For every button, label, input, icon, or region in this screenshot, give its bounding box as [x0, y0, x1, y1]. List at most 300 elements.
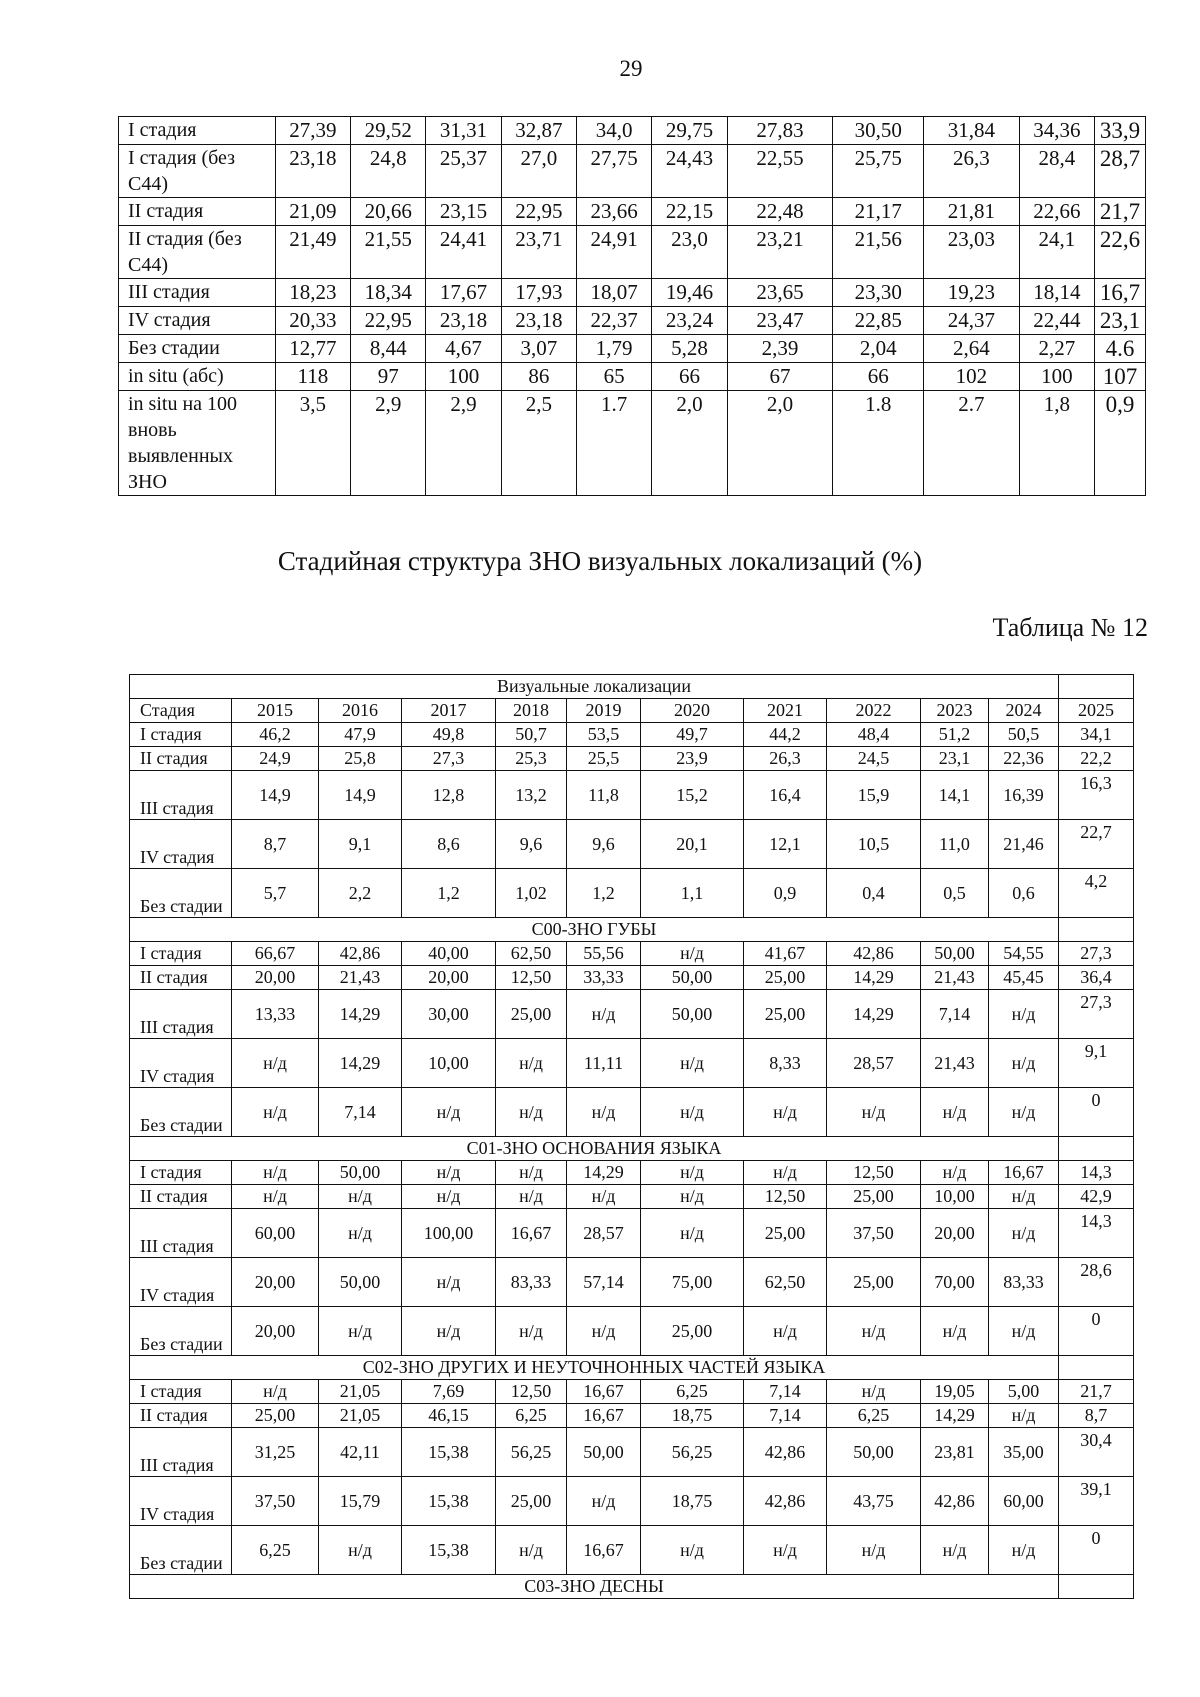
- row-label: III стадия: [130, 1428, 232, 1477]
- table-cell: 11,11: [567, 1039, 641, 1088]
- table-cell: 56,25: [641, 1428, 744, 1477]
- table-cell: 7,14: [744, 1380, 827, 1404]
- table-cell: н/д: [989, 990, 1059, 1039]
- table-cell: 14,29: [921, 1404, 989, 1428]
- table-row: [119, 279, 1146, 307]
- table-cell: н/д: [921, 1161, 989, 1185]
- year-header: 2018: [496, 699, 567, 723]
- table-row: [130, 1161, 1134, 1185]
- table-cell: 13,2: [496, 771, 567, 820]
- table-row: [130, 1380, 1134, 1404]
- table-cell: 23,03: [924, 226, 1020, 279]
- table-cell: 33,33: [567, 966, 641, 990]
- table-cell: 97: [351, 363, 426, 391]
- table-cell: 21,81: [924, 198, 1020, 226]
- row-label: IV стадия: [130, 1039, 232, 1088]
- table-cell: 21,7: [1095, 198, 1146, 226]
- table-cell: 23,47: [727, 307, 833, 335]
- table-cell: 50,00: [921, 942, 989, 966]
- table-cell: н/д: [319, 1526, 402, 1575]
- row-label: I стадия (без С44): [119, 145, 276, 198]
- table-cell: н/д: [232, 1185, 319, 1209]
- table-row: [130, 1039, 1134, 1088]
- table-cell: 4,2: [1059, 869, 1134, 918]
- table-cell: 27,0: [501, 145, 576, 198]
- table-cell: 8,33: [744, 1039, 827, 1088]
- section-title: С03-ЗНО ДЕСНЫ: [130, 1575, 1059, 1599]
- table-cell: 42,11: [319, 1428, 402, 1477]
- table-cell: 9,6: [567, 820, 641, 869]
- table-row: [130, 942, 1134, 966]
- table-title: Визуальные локализации: [130, 675, 1059, 699]
- table-cell: 2,9: [426, 391, 501, 496]
- row-label: IV стадия: [130, 820, 232, 869]
- table-cell: 2,2: [319, 869, 402, 918]
- table-cell: 86: [501, 363, 576, 391]
- table-cell: 20,00: [232, 966, 319, 990]
- table-cell: 24,91: [576, 226, 651, 279]
- table-cell: 15,79: [319, 1477, 402, 1526]
- table-cell: н/д: [402, 1161, 496, 1185]
- table-cell: 0: [1059, 1088, 1134, 1137]
- table-cell: 83,33: [496, 1258, 567, 1307]
- table-cell: 26,3: [744, 747, 827, 771]
- table-cell: н/д: [567, 1185, 641, 1209]
- table-cell: 16,39: [989, 771, 1059, 820]
- table-row: [130, 1428, 1134, 1477]
- table-cell: 39,1: [1059, 1477, 1134, 1526]
- table-cell: 21,05: [319, 1380, 402, 1404]
- table-cell: н/д: [402, 1258, 496, 1307]
- table-cell: 12,77: [275, 335, 350, 363]
- table-cell: 23,9: [641, 747, 744, 771]
- table-cell: 62,50: [744, 1258, 827, 1307]
- table-cell: 50,00: [319, 1258, 402, 1307]
- table-cell: 8,7: [1059, 1404, 1134, 1428]
- table-cell: 7,69: [402, 1380, 496, 1404]
- table-row: [130, 1209, 1134, 1258]
- table-cell: 23,71: [501, 226, 576, 279]
- table-cell: 5,00: [989, 1380, 1059, 1404]
- table-cell: 2,39: [727, 335, 833, 363]
- section-title: С00-ЗНО ГУБЫ: [130, 918, 1059, 942]
- table-cell: 53,5: [567, 723, 641, 747]
- row-label: II стадия (без С44): [119, 226, 276, 279]
- table-row: [130, 1404, 1134, 1428]
- table-cell: 5,7: [232, 869, 319, 918]
- table-cell: 28,57: [567, 1209, 641, 1258]
- table-cell: 23,18: [426, 307, 501, 335]
- table-cell: н/д: [402, 1185, 496, 1209]
- table-cell: 46,2: [232, 723, 319, 747]
- table-cell: 21,55: [351, 226, 426, 279]
- table-cell: 33,9: [1095, 117, 1146, 145]
- table-cell: 8,6: [402, 820, 496, 869]
- table-row: [130, 1307, 1134, 1356]
- table-row: [130, 820, 1134, 869]
- row-label: II стадия: [130, 1404, 232, 1428]
- table-cell: 23,81: [921, 1428, 989, 1477]
- table-cell: 32,87: [501, 117, 576, 145]
- stage-header: Стадия: [130, 699, 232, 723]
- row-label: II стадия: [130, 966, 232, 990]
- table-cell: 23,0: [652, 226, 727, 279]
- table-cell: 25,00: [827, 1258, 921, 1307]
- table-cell: 21,56: [833, 226, 924, 279]
- table-cell: 1,79: [576, 335, 651, 363]
- year-header: 2022: [827, 699, 921, 723]
- year-header: 2021: [744, 699, 827, 723]
- table-cell: 42,86: [319, 942, 402, 966]
- table-cell: 18,34: [351, 279, 426, 307]
- table-cell: 2.7: [924, 391, 1020, 496]
- table-cell: 70,00: [921, 1258, 989, 1307]
- table-cell: 23,21: [727, 226, 833, 279]
- year-header: 2024: [989, 699, 1059, 723]
- table-row: [119, 145, 1146, 198]
- table-row: [119, 335, 1146, 363]
- table-cell: 18,75: [641, 1404, 744, 1428]
- table-cell: 0,4: [827, 869, 921, 918]
- table-cell: н/д: [402, 1088, 496, 1137]
- table-cell: 16,67: [567, 1526, 641, 1575]
- table-caption: Стадийная структура ЗНО визуальных локализаций (%): [277, 546, 923, 576]
- table-cell: 20,33: [275, 307, 350, 335]
- table-cell: 24,9: [232, 747, 319, 771]
- table-cell: 23,1: [1095, 307, 1146, 335]
- table-cell: 23,1: [921, 747, 989, 771]
- table-cell: 2,04: [833, 335, 924, 363]
- table-cell: 50,7: [496, 723, 567, 747]
- table-cell: 46,15: [402, 1404, 496, 1428]
- table-cell: 24,37: [924, 307, 1020, 335]
- table-cell: 22,2: [1059, 747, 1134, 771]
- row-label: IV стадия: [130, 1477, 232, 1526]
- table-cell: 30,4: [1059, 1428, 1134, 1477]
- table-cell: н/д: [232, 1039, 319, 1088]
- table-cell: 16,67: [567, 1404, 641, 1428]
- table-cell: н/д: [989, 1307, 1059, 1356]
- table-cell: 16,7: [1095, 279, 1146, 307]
- table-cell: 12,50: [744, 1185, 827, 1209]
- table-cell: 1,2: [402, 869, 496, 918]
- table-cell: 25,37: [426, 145, 501, 198]
- table-cell: 23,24: [652, 307, 727, 335]
- table-cell: 0,9: [1095, 391, 1146, 496]
- table-row: [119, 198, 1146, 226]
- table-cell: 100: [1019, 363, 1094, 391]
- table-cell: н/д: [567, 990, 641, 1039]
- table-row: [130, 723, 1134, 747]
- section-title-row: [130, 1575, 1134, 1599]
- table-cell: 35,00: [989, 1428, 1059, 1477]
- table-cell: 14,3: [1059, 1161, 1134, 1185]
- table-cell: 27,75: [576, 145, 651, 198]
- table-cell: 1,1: [641, 869, 744, 918]
- table-cell: 62,50: [496, 942, 567, 966]
- table-cell: н/д: [921, 1526, 989, 1575]
- table-cell: 23,18: [275, 145, 350, 198]
- table-cell: 22,48: [727, 198, 833, 226]
- table-cell: 22,66: [1019, 198, 1094, 226]
- table-cell: 25,00: [744, 966, 827, 990]
- row-label: Без стадии: [130, 1088, 232, 1137]
- table-cell: 12,50: [827, 1161, 921, 1185]
- table-cell: 2,64: [924, 335, 1020, 363]
- table-cell: 49,7: [641, 723, 744, 747]
- table-cell: 9,6: [496, 820, 567, 869]
- table-row: [119, 117, 1146, 145]
- table-cell: 29,75: [652, 117, 727, 145]
- table-cell: 11,0: [921, 820, 989, 869]
- table-row: [130, 1185, 1134, 1209]
- row-label: IV стадия: [130, 1258, 232, 1307]
- table-cell: н/д: [744, 1161, 827, 1185]
- table-cell: 21,09: [275, 198, 350, 226]
- row-label: I стадия: [119, 117, 276, 145]
- table-cell: н/д: [319, 1185, 402, 1209]
- table-row: [119, 307, 1146, 335]
- table-cell: 28,7: [1095, 145, 1146, 198]
- empty-cell: [1059, 1356, 1134, 1380]
- table-cell: 31,84: [924, 117, 1020, 145]
- table-cell: 24,8: [351, 145, 426, 198]
- table-cell: 22,95: [351, 307, 426, 335]
- table-cell: 31,25: [232, 1428, 319, 1477]
- table-cell: 6,25: [641, 1380, 744, 1404]
- year-header: 2020: [641, 699, 744, 723]
- table-row: [130, 1088, 1134, 1137]
- table-cell: 15,38: [402, 1477, 496, 1526]
- table-cell: 14,3: [1059, 1209, 1134, 1258]
- table-cell: н/д: [744, 1307, 827, 1356]
- table-cell: 28,6: [1059, 1258, 1134, 1307]
- table-cell: н/д: [989, 1404, 1059, 1428]
- table-cell: н/д: [496, 1185, 567, 1209]
- table-cell: 22,6: [1095, 226, 1146, 279]
- row-label: I стадия: [130, 723, 232, 747]
- table-number: Таблица № 12: [992, 613, 1148, 642]
- table-cell: 16,67: [496, 1209, 567, 1258]
- table-cell: 27,39: [275, 117, 350, 145]
- table-cell: н/д: [232, 1161, 319, 1185]
- table-cell: 50,5: [989, 723, 1059, 747]
- row-label: I стадия: [130, 1161, 232, 1185]
- row-label: II стадия: [130, 747, 232, 771]
- table-cell: н/д: [232, 1088, 319, 1137]
- table-cell: н/д: [567, 1307, 641, 1356]
- table-cell: 23,15: [426, 198, 501, 226]
- table-cell: 15,38: [402, 1428, 496, 1477]
- table-cell: 14,29: [319, 1039, 402, 1088]
- table-cell: 34,1: [1059, 723, 1134, 747]
- table-row: [119, 363, 1146, 391]
- table-cell: 25,00: [496, 990, 567, 1039]
- table-cell: 20,00: [232, 1258, 319, 1307]
- table-cell: 17,67: [426, 279, 501, 307]
- table-cell: 12,8: [402, 771, 496, 820]
- table-row: [130, 747, 1134, 771]
- table-cell: 25,8: [319, 747, 402, 771]
- table-cell: н/д: [827, 1088, 921, 1137]
- table-cell: н/д: [496, 1307, 567, 1356]
- table-cell: 14,29: [567, 1161, 641, 1185]
- table-cell: 49,8: [402, 723, 496, 747]
- table-cell: 10,00: [402, 1039, 496, 1088]
- table-cell: 13,33: [232, 990, 319, 1039]
- table-cell: н/д: [641, 1185, 744, 1209]
- table-cell: 18,75: [641, 1477, 744, 1526]
- table-cell: 14,29: [827, 966, 921, 990]
- table-cell: 30,50: [833, 117, 924, 145]
- table-cell: 41,67: [744, 942, 827, 966]
- table-cell: 22,37: [576, 307, 651, 335]
- table-cell: 12,50: [496, 1380, 567, 1404]
- table-cell: 66,67: [232, 942, 319, 966]
- table-cell: 4.6: [1095, 335, 1146, 363]
- table-cell: н/д: [319, 1307, 402, 1356]
- table-cell: 20,00: [232, 1307, 319, 1356]
- table-cell: 50,00: [827, 1428, 921, 1477]
- table-cell: н/д: [827, 1307, 921, 1356]
- table-cell: 14,29: [319, 990, 402, 1039]
- table-cell: 57,14: [567, 1258, 641, 1307]
- table-cell: 34,36: [1019, 117, 1094, 145]
- empty-cell: [1059, 918, 1134, 942]
- table-row: [130, 869, 1134, 918]
- table-cell: 42,86: [744, 1428, 827, 1477]
- table-cell: 21,46: [989, 820, 1059, 869]
- table-cell: н/д: [641, 1088, 744, 1137]
- table-cell: 20,1: [641, 820, 744, 869]
- table-cell: 23,30: [833, 279, 924, 307]
- year-header: 2025: [1059, 699, 1134, 723]
- table-cell: 11,8: [567, 771, 641, 820]
- table-cell: 21,05: [319, 1404, 402, 1428]
- visual-localizations-table: [129, 674, 1134, 1599]
- table-cell: 25,00: [641, 1307, 744, 1356]
- table-cell: 3,5: [275, 391, 350, 496]
- table-cell: н/д: [989, 1185, 1059, 1209]
- table-cell: н/д: [319, 1209, 402, 1258]
- table-cell: 1,8: [1019, 391, 1094, 496]
- table-cell: 15,9: [827, 771, 921, 820]
- table-cell: н/д: [989, 1209, 1059, 1258]
- table-cell: 22,15: [652, 198, 727, 226]
- table-cell: 22,55: [727, 145, 833, 198]
- header-row: [130, 699, 1134, 723]
- table-cell: 75,00: [641, 1258, 744, 1307]
- table-cell: 22,95: [501, 198, 576, 226]
- table-cell: 107: [1095, 363, 1146, 391]
- row-label: III стадия: [130, 990, 232, 1039]
- table-cell: 25,00: [232, 1404, 319, 1428]
- row-label: IV стадия: [119, 307, 276, 335]
- table-cell: 19,05: [921, 1380, 989, 1404]
- table-cell: 2,5: [501, 391, 576, 496]
- table-cell: 0,5: [921, 869, 989, 918]
- table-cell: 24,5: [827, 747, 921, 771]
- table-row: [130, 771, 1134, 820]
- year-header: 2015: [232, 699, 319, 723]
- table-cell: 0,9: [744, 869, 827, 918]
- table-cell: 42,86: [744, 1477, 827, 1526]
- table-cell: 14,9: [232, 771, 319, 820]
- year-header: 2023: [921, 699, 989, 723]
- table-cell: 27,3: [1059, 990, 1134, 1039]
- empty-cell: [1059, 675, 1134, 699]
- stage-statistics-table-continued: [118, 116, 1146, 496]
- table-cell: 65: [576, 363, 651, 391]
- table-cell: 6,25: [827, 1404, 921, 1428]
- table-cell: 7,14: [921, 990, 989, 1039]
- table-cell: н/д: [641, 942, 744, 966]
- year-header: 2019: [567, 699, 641, 723]
- table-cell: 10,00: [921, 1185, 989, 1209]
- table-cell: 20,00: [921, 1209, 989, 1258]
- table-cell: 2,0: [727, 391, 833, 496]
- table-cell: 51,2: [921, 723, 989, 747]
- row-label: II стадия: [130, 1185, 232, 1209]
- table-cell: 100,00: [402, 1209, 496, 1258]
- table-cell: н/д: [641, 1526, 744, 1575]
- table-cell: 2,0: [652, 391, 727, 496]
- row-label: Без стадии: [130, 1307, 232, 1356]
- table-cell: 18,07: [576, 279, 651, 307]
- table-cell: 26,3: [924, 145, 1020, 198]
- table-cell: 21,17: [833, 198, 924, 226]
- row-label: I стадия: [130, 942, 232, 966]
- table-cell: 24,43: [652, 145, 727, 198]
- visual-localizations-body: [130, 675, 1134, 1599]
- table-cell: н/д: [567, 1088, 641, 1137]
- table-cell: 21,49: [275, 226, 350, 279]
- table-cell: 15,2: [641, 771, 744, 820]
- table-cell: 24,41: [426, 226, 501, 279]
- table-cell: 18,14: [1019, 279, 1094, 307]
- table-cell: 6,25: [496, 1404, 567, 1428]
- section-title-row: [130, 918, 1134, 942]
- table-cell: 24,1: [1019, 226, 1094, 279]
- table-cell: 6,25: [232, 1526, 319, 1575]
- table-cell: 25,00: [496, 1477, 567, 1526]
- table-row: [130, 1526, 1134, 1575]
- table-cell: н/д: [496, 1088, 567, 1137]
- empty-cell: [1059, 1575, 1134, 1599]
- row-label: in situ (абс): [119, 363, 276, 391]
- table-cell: н/д: [567, 1477, 641, 1526]
- table-cell: 50,00: [319, 1161, 402, 1185]
- table-cell: 34,0: [576, 117, 651, 145]
- table-cell: н/д: [989, 1526, 1059, 1575]
- table-cell: 42,86: [827, 942, 921, 966]
- table-cell: н/д: [989, 1088, 1059, 1137]
- table-cell: 22,85: [833, 307, 924, 335]
- table-cell: 100: [426, 363, 501, 391]
- section-title-row: [130, 1356, 1134, 1380]
- table-row: [130, 1258, 1134, 1307]
- table-cell: 56,25: [496, 1428, 567, 1477]
- year-header: 2016: [319, 699, 402, 723]
- table-cell: 0: [1059, 1307, 1134, 1356]
- table-cell: 102: [924, 363, 1020, 391]
- section-title-row: [130, 1137, 1134, 1161]
- section-title: С02-ЗНО ДРУГИХ И НЕУТОЧНОННЫХ ЧАСТЕЙ ЯЗЫКА: [130, 1356, 1059, 1380]
- table-cell: 4,67: [426, 335, 501, 363]
- table-cell: 5,28: [652, 335, 727, 363]
- row-label: Без стадии: [130, 869, 232, 918]
- table-cell: 67: [727, 363, 833, 391]
